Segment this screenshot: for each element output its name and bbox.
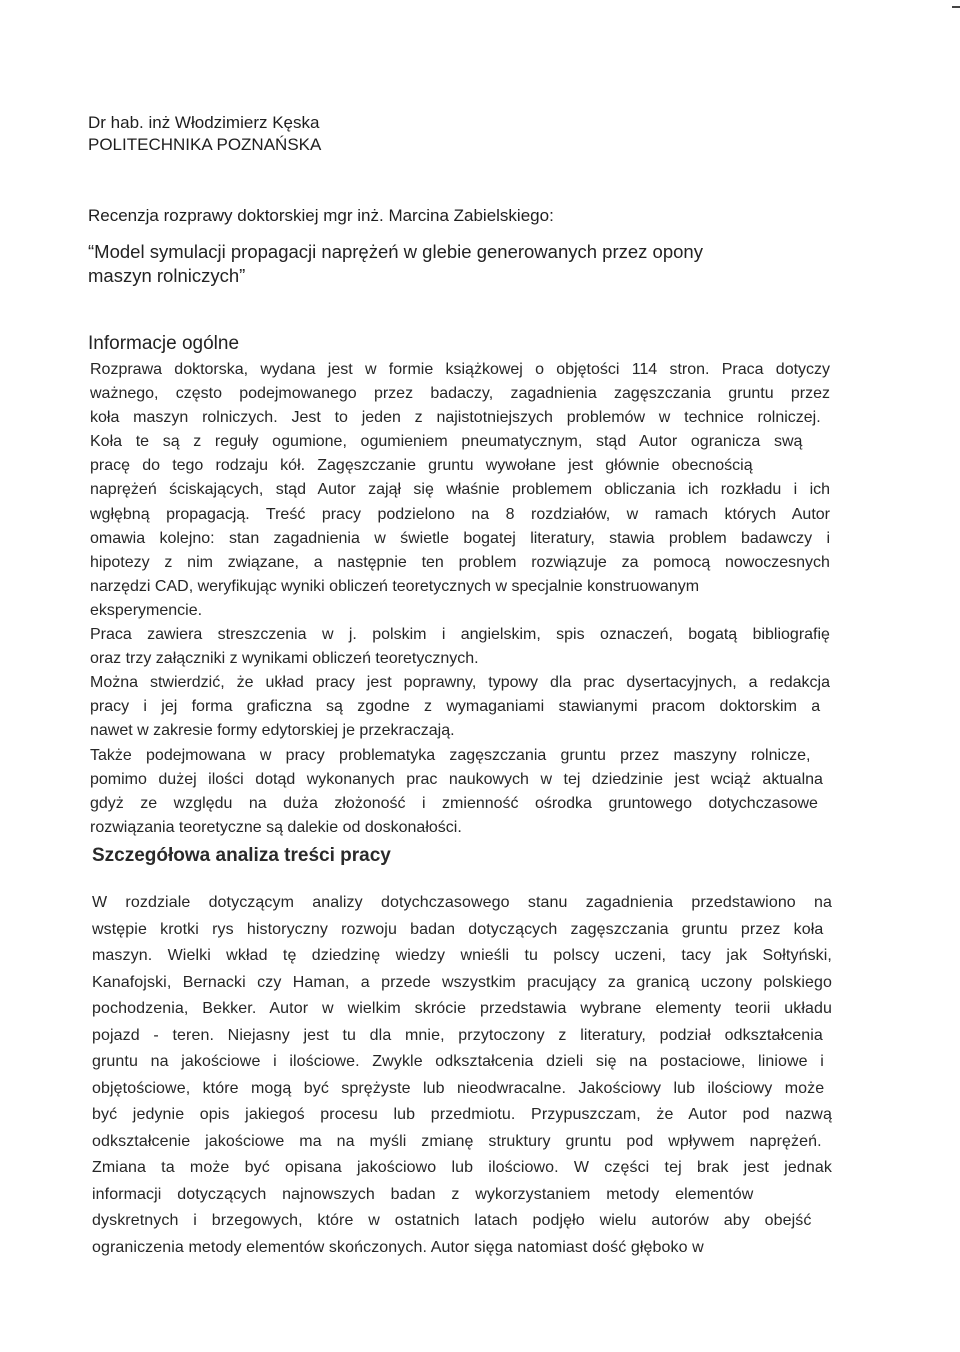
text-line: pomimo dużej ilości dotąd wykonanych prac naukowych w tej dziedzinie jest wciąż aktualna <box>90 770 823 788</box>
text-line: W rozdziale dotyczącym analizy dotychczasowego stanu zagadnienia przedstawiono na <box>92 894 832 911</box>
text-line: pracę do tego rodzaju kół. Zagęszczanie gruntu wywołane jest głównie obecnością <box>90 457 753 475</box>
text-line: ważnego, często podejmowanego przez badaczy, zagadnienia zagęszczania gruntu przez <box>90 385 830 403</box>
text-line: Można stwierdzić, że układ pracy jest poprawny, typowy dla prac dysertacyjnych, a redakcja <box>90 674 830 692</box>
author-name: Dr hab. inż Włodzimierz Kęska <box>88 113 320 132</box>
text-line: wstępie krotki rys historyczny rozwoju badan dotyczących zagęszczania gruntu przez koła <box>92 920 824 938</box>
text-line: Także podejmowana w pracy problematyka zagęszczania gruntu przez maszyny rolnicze, <box>90 746 811 764</box>
text-line: nawet w zakresie formy edytorskiej je przekraczają. <box>90 722 455 740</box>
institution-name: POLITECHNIKA POZNAŃSKA <box>88 135 322 154</box>
text-line: Zmiana ta może być opisana jakościowo lub ilościowo. W części tej brak jest jednak <box>92 1159 832 1176</box>
text-line: Praca zawiera streszczenia w j. polskim i angielskim, spis oznaczeń, bogatą bibliografię <box>90 626 830 644</box>
text-line: narzędzi CAD, weryfikując wyniki obliczeń teoretycznych w specjalnie konstruowanym <box>90 577 700 595</box>
text-line: gruntu na jakościowe i ilościowe. Zwykle odkształcenia dzieli się na postaciowe, liniowe i <box>92 1053 824 1070</box>
thesis-title-line: “Model symulacji propagacji naprężeń w glebie generowanych przez opony <box>88 241 703 262</box>
text-line: pochodzenia, Bekker. Autor w wielkim skrócie przedstawia wybrane elementy teorii układu <box>92 1000 832 1017</box>
review-subject-line: Recenzja rozprawy doktorskiej mgr inż. Marcina Zabielskiego: <box>88 206 554 225</box>
text-line: hipotezy z nim związane, a następnie ten problem rozwiązuje za pomocą nowoczesnych <box>90 553 830 571</box>
text-line: Kanafojski, Bernacki czy Haman, a przede wszystkim pracujący za granicą uczony polskiego <box>92 973 832 991</box>
thesis-title-line: maszyn rolniczych” <box>88 265 246 286</box>
text-line: Koła te są z reguły ogumione, ogumieniem pneumatycznym, stąd Autor ogranicza swą <box>90 433 803 451</box>
text-line: omawia kolejno: stan zagadnienia w świetle bogatej literatury, stawia problem badawczy i <box>90 529 830 547</box>
text-line: być jedynie opis jakiegoś procesu lub przedmiotu. Przypuszczam, że Autor pod nazwą <box>92 1106 832 1123</box>
text-line: rozwiązania teoretyczne są dalekie od doskonałości. <box>90 818 462 836</box>
section-heading-general: Informacje ogólne <box>88 333 240 354</box>
text-line: informacji dotyczących najnowszych badan z wykorzystaniem metody elementów <box>92 1185 754 1203</box>
text-line: wgłębną propagacją. Treść pracy podzielono na 8 rozdziałów, w ramach których Autor <box>90 505 830 523</box>
text-line: eksperymencie. <box>90 601 203 619</box>
scan-edge-mark <box>952 6 960 8</box>
text-line: gdyż ze względu na duża złożoność i zmienność ośrodka gruntowego dotychczasowe <box>90 794 818 812</box>
text-line: pojazd - teren. Niejasny jest tu dla mnie, przytoczony z literatury, podział odkształcenia <box>92 1026 823 1044</box>
detail-section-body <box>92 890 832 1261</box>
general-section-body <box>90 358 830 840</box>
thesis-title <box>88 240 848 288</box>
text-line: pracy i jej forma graficzna są zgodne z wymaganiami stawianymi pracom doktorskim a <box>90 698 821 716</box>
author-block <box>88 112 321 156</box>
text-line: ograniczenia metody elementów skończonych. Autor sięga natomiast dość głęboko w <box>92 1238 704 1256</box>
text-line: koła maszyn rolniczych. Jest to jeden z najistotniejszych problemów w technice rolniczej. <box>90 409 821 427</box>
text-line: objętościowe, które mogą być sprężyste lub nieodwracalne. Jakościowy lub ilościowy może <box>92 1079 825 1097</box>
text-line: dyskretnych i brzegowych, które w ostatnich latach podjęło wielu autorów aby obejść <box>92 1212 812 1229</box>
text-line: naprężeń ściskających, stąd Autor zajął się właśnie problemem obliczania ich rozkładu i ich <box>90 481 830 499</box>
text-line: odkształcenie jakościowe ma na myśli zmianę struktury gruntu pod wpływem naprężeń. <box>92 1132 822 1150</box>
text-line: Rozprawa doktorska, wydana jest w formie książkowej o objętości 114 stron. Praca dotyczy <box>90 361 830 378</box>
text-line: oraz trzy załączniki z wynikami obliczeń teoretycznych. <box>90 650 479 668</box>
text-line: maszyn. Wielki wkład tę dziedzinę wiedzy wnieśli tu polscy uczeni, tacy jak Sołtyński, <box>92 947 832 964</box>
section-heading-detail: Szczegółowa analiza treści pracy <box>92 845 391 866</box>
